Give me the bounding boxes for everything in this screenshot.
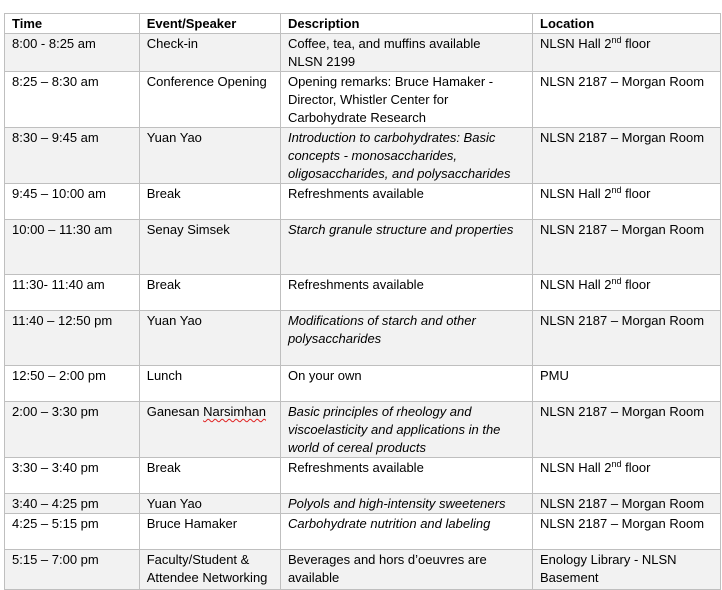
- cell-description: Carbohydrate nutrition and labeling: [280, 514, 532, 550]
- cell-location: NLSN Hall 2nd floor: [533, 184, 721, 220]
- cell-event: Conference Opening: [139, 72, 280, 128]
- header-row: [5, 14, 721, 34]
- cell-location: NLSN Hall 2nd floor: [533, 34, 721, 72]
- cell-time: 11:40 – 12:50 pm: [5, 311, 140, 366]
- cell-event: Break: [139, 184, 280, 220]
- cell-event: Yuan Yao: [139, 311, 280, 366]
- header-time: Time: [5, 14, 140, 34]
- schedule-table: [4, 13, 721, 590]
- cell-location: NLSN 2187 – Morgan Room: [533, 220, 721, 275]
- cell-event: Yuan Yao: [139, 494, 280, 514]
- cell-description: Refreshments available: [280, 458, 532, 494]
- cell-location: NLSN 2187 – Morgan Room: [533, 128, 721, 184]
- cell-description: Beverages and hors d’oeuvres are available: [280, 550, 532, 590]
- table-row: [5, 72, 721, 128]
- cell-location: NLSN 2187 – Morgan Room: [533, 402, 721, 458]
- table-row: [5, 34, 721, 72]
- cell-location: NLSN 2187 – Morgan Room: [533, 514, 721, 550]
- table-row: [5, 184, 721, 220]
- spellcheck-underline: Narsimhan: [203, 404, 266, 419]
- cell-location: Enology Library - NLSN Basement: [533, 550, 721, 590]
- cell-location: NLSN 2187 – Morgan Room: [533, 311, 721, 366]
- cell-time: 10:00 – 11:30 am: [5, 220, 140, 275]
- cell-description: Opening remarks: Bruce Hamaker - Director, Whistler Center for Carbohydrate Research: [280, 72, 532, 128]
- cell-location: NLSN Hall 2nd floor: [533, 458, 721, 494]
- cell-description: Introduction to carbohydrates: Basic concepts - monosaccharides, oligosaccharides, and polysaccharides: [280, 128, 532, 184]
- table-row: [5, 220, 721, 275]
- cell-location: PMU: [533, 366, 721, 402]
- table-row: [5, 402, 721, 458]
- table-row: [5, 311, 721, 366]
- cell-time: 3:30 – 3:40 pm: [5, 458, 140, 494]
- cell-time: 2:00 – 3:30 pm: [5, 402, 140, 458]
- cell-time: 11:30- 11:40 am: [5, 275, 140, 311]
- table-row: [5, 494, 721, 514]
- table-row: [5, 128, 721, 184]
- table-row: [5, 550, 721, 590]
- desc-line: NLSN 2199: [287, 54, 356, 69]
- table-row: [5, 366, 721, 402]
- cell-time: 9:45 – 10:00 am: [5, 184, 140, 220]
- cell-time: 3:40 – 4:25 pm: [5, 494, 140, 514]
- cell-event: Lunch: [139, 366, 280, 402]
- cell-time: 8:25 – 8:30 am: [5, 72, 140, 128]
- cell-description: Polyols and high-intensity sweeteners: [280, 494, 532, 514]
- cell-description: Starch granule structure and properties: [280, 220, 532, 275]
- cell-description: Modifications of starch and other polysaccharides: [280, 311, 532, 366]
- cell-event: Break: [139, 275, 280, 311]
- cell-event: Faculty/Student & Attendee Networking: [139, 550, 280, 590]
- cell-time: 8:00 - 8:25 am: [5, 34, 140, 72]
- header-description: Description: [280, 14, 532, 34]
- cell-location: NLSN 2187 – Morgan Room: [533, 72, 721, 128]
- cell-event: Yuan Yao: [139, 128, 280, 184]
- cell-description: Basic principles of rheology and viscoelasticity and applications in the world of cereal products: [280, 402, 532, 458]
- cell-location: NLSN Hall 2nd floor: [533, 275, 721, 311]
- cell-event: Ganesan Narsimhan: [139, 402, 280, 458]
- cell-description: On your own: [280, 366, 532, 402]
- table-row: [5, 275, 721, 311]
- desc-line: Coffee, tea, and muffins available: [287, 36, 481, 51]
- cell-event: Check-in: [139, 34, 280, 72]
- cell-time: 12:50 – 2:00 pm: [5, 366, 140, 402]
- header-event-speaker: Event/Speaker: [139, 14, 280, 34]
- cell-description: Refreshments available: [280, 184, 532, 220]
- cell-location: NLSN 2187 – Morgan Room: [533, 494, 721, 514]
- cell-event: Bruce Hamaker: [139, 514, 280, 550]
- cell-event: Break: [139, 458, 280, 494]
- table-row: [5, 514, 721, 550]
- cell-event: Senay Simsek: [139, 220, 280, 275]
- table-row: [5, 458, 721, 494]
- header-location: Location: [533, 14, 721, 34]
- cell-time: 8:30 – 9:45 am: [5, 128, 140, 184]
- cell-description: Refreshments available: [280, 275, 532, 311]
- cell-time: 5:15 – 7:00 pm: [5, 550, 140, 590]
- cell-time: 4:25 – 5:15 pm: [5, 514, 140, 550]
- cell-description: [280, 34, 532, 72]
